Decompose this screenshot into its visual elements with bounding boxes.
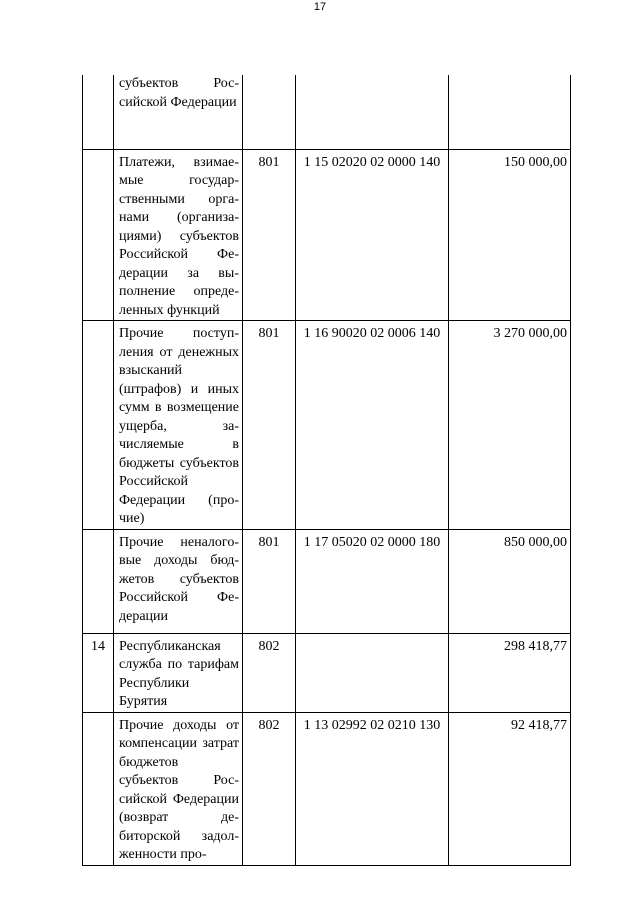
- table-row: [83, 149, 571, 321]
- budget-classification-code: 1 13 02992 02 0210 130: [296, 712, 449, 865]
- income-name: Прочие неналоговые доходы бюджетов субъектов Российской Федерации: [119, 534, 239, 624]
- table-row: [83, 633, 571, 712]
- amount: 150 000,00: [449, 149, 571, 321]
- page-number: 17: [313, 1, 327, 13]
- admin-code: 802: [243, 712, 296, 865]
- admin-code: 802: [243, 633, 296, 712]
- amount: [449, 75, 571, 149]
- amount: 850 000,00: [449, 529, 571, 633]
- row-number: [83, 712, 114, 865]
- income-name: Прочие доходы от компенсации затрат бюджетов субъектов Российской Федерации (возврат дебиторской задолженности про-: [119, 717, 239, 862]
- income-name: Платежи, взимаемые государственными органами (организациями) субъектов Российской Федерации за выполнение определенных функций: [119, 154, 239, 318]
- row-number: [83, 529, 114, 633]
- income-name: Прочие поступления от денежных взысканий (штрафов) и иных сумм в возмещение ущерба, зачисляемые в бюджеты субъектов Российской Федерации (прочие): [119, 326, 239, 526]
- income-name: субъектов Российской Федерации: [119, 76, 239, 110]
- admin-code: 801: [243, 149, 296, 321]
- budget-classification-code: [296, 75, 449, 149]
- row-number: [83, 75, 114, 149]
- row-number: [83, 321, 114, 530]
- budget-classification-code: 1 17 05020 02 0000 180: [296, 529, 449, 633]
- admin-code: 801: [243, 321, 296, 530]
- row-number: [83, 149, 114, 321]
- income-name: Республиканская служба по тарифам Республики Бурятия: [119, 638, 239, 709]
- table-row: [83, 75, 571, 149]
- amount: 3 270 000,00: [449, 321, 571, 530]
- table-row: [83, 321, 571, 530]
- budget-classification-code: 1 15 02020 02 0000 140: [296, 149, 449, 321]
- admin-code: 801: [243, 529, 296, 633]
- admin-code: [243, 75, 296, 149]
- amount: 298 418,77: [449, 633, 571, 712]
- table-row: [83, 529, 571, 633]
- budget-classification-code: 1 16 90020 02 0006 140: [296, 321, 449, 530]
- income-table: [82, 75, 571, 866]
- row-number: 14: [83, 633, 114, 712]
- budget-classification-code: [296, 633, 449, 712]
- table-row: [83, 712, 571, 865]
- amount: 92 418,77: [449, 712, 571, 865]
